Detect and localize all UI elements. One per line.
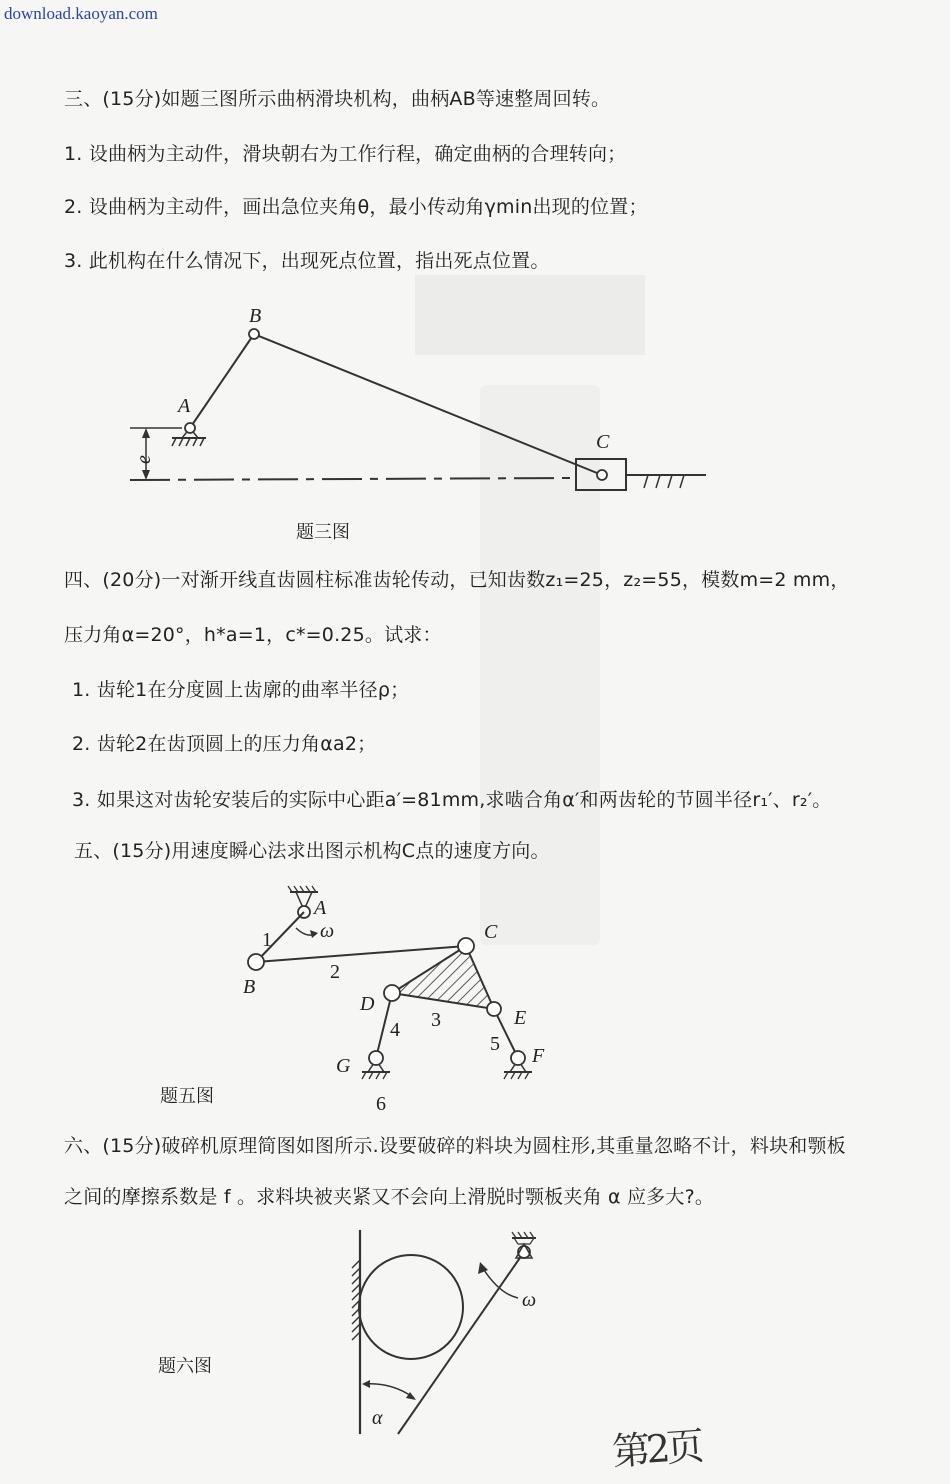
label-alpha: α [372,1407,383,1429]
q4-params: 压力角α=20°，h*a=1，c*=0.25。试求： [64,624,442,646]
q4-item-1: 1. 齿轮1在分度圆上齿廓的曲率半径ρ； [72,679,410,701]
q3-figure-caption: 题三图 [296,522,350,543]
q3-item-3: 3. 此机构在什么情况下，出现死点位置，指出死点位置。 [64,250,550,272]
q5-title: 五、(15分)用速度瞬心法求出图示机构C点的速度方向。 [74,840,550,862]
label-link-1: 1 [262,929,272,951]
page-number-handwritten: 第2页 [610,1423,702,1475]
q3-item-2: 2. 设曲柄为主动件，画出急位夹角θ，最小传动角γmin出现的位置； [64,196,648,218]
q3-item-1: 1. 设曲柄为主动件，滑块朝右为工作行程，确定曲柄的合理转向； [64,143,627,165]
q4-title: 四、(20分)一对渐开线直齿圆柱标准齿轮传动，已知齿数z₁=25，z₂=55，模数m=2 mm， [64,569,850,591]
q3-title: 三、(15分)如题三图所示曲柄滑块机构，曲柄AB等速整周回转。 [64,88,611,110]
label-f: F [532,1045,545,1067]
q6-figure-caption: 题六图 [158,1356,212,1377]
label-e: E [514,1007,527,1029]
label-link-2: 2 [330,961,340,983]
label-link-3: 3 [431,1009,441,1031]
q6-title: 六、(15分)破碎机原理简图如图所示.设要破碎的料块为圆柱形,其重量忽略不计，料块和颚板 [64,1135,846,1157]
label-link-5: 5 [490,1033,500,1055]
q6-body: 之间的摩擦系数是 f 。求料块被夹紧又不会向上滑脱时颚板夹角 α 应多大?。 [64,1186,715,1208]
label-d: D [360,993,375,1015]
label-b: B [243,976,256,998]
q4-item-3: 3. 如果这对齿轮安装后的实际中心距a′=81mm,求啮合角α′和两齿轮的节圆半径r₁′、r₂′。 [72,789,832,811]
label-c: C [484,921,498,943]
label-a: A [178,395,191,417]
label-e: e [133,455,155,464]
label-b: B [249,305,262,327]
label-g: G [336,1055,351,1077]
label-a: A [314,897,327,919]
label-link-6: 6 [376,1093,386,1115]
q5-figure-caption: 题五图 [160,1086,214,1107]
label-c: C [596,431,610,453]
label-omega: ω [522,1289,537,1311]
site-watermark: download.kaoyan.com [4,4,158,23]
label-link-4: 4 [390,1019,400,1041]
label-omega: ω [320,920,335,942]
q4-item-2: 2. 齿轮2在齿顶圆上的压力角αa2； [72,733,377,755]
